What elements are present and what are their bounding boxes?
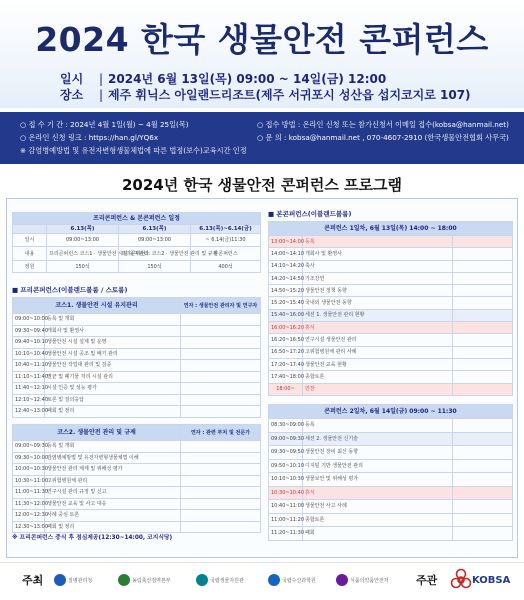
registration-band — [0, 112, 524, 164]
session-cell: 감염병예방법 및 유전자변형생물체법 이해 — [45, 452, 181, 464]
host-logo — [268, 571, 316, 589]
host-label: 주최 — [22, 574, 44, 587]
speaker-cell — [453, 272, 513, 284]
schedule-cell: 내용 — [13, 247, 47, 261]
table-row — [13, 487, 261, 499]
time-cell: 15:40~16:00 — [269, 309, 303, 321]
table-row — [13, 371, 261, 383]
time-cell: 16:50~17:20 — [269, 346, 303, 358]
speaker-cell — [453, 446, 513, 460]
time-cell: 12:00~12:30 — [13, 510, 45, 522]
table-row — [269, 486, 513, 500]
speaker-cell — [181, 348, 261, 360]
table-row — [13, 464, 261, 476]
schedule-head: 6.13(목) — [119, 225, 191, 234]
table-row — [269, 419, 513, 433]
agency-emblem-icon — [118, 574, 130, 586]
speaker-cell — [181, 383, 261, 395]
time-cell: 09:00~10:00 — [13, 314, 45, 326]
session-cell: 세션 1. 생물안전 관리 현황 — [303, 309, 453, 321]
place-value: 제주 휘닉스 아일랜드리조트(제주 서귀포시 성산읍 섭지코지로 107) — [108, 88, 471, 102]
time-cell: 12:40~13:00 — [13, 406, 45, 418]
schedule-cell: 프리콘퍼런스 코스2 · 생물안전 관리 및 규제 — [119, 247, 191, 261]
speaker-cell — [453, 236, 513, 248]
date-label: 일시 — [60, 72, 84, 86]
time-cell: 17:20~17:40 — [269, 358, 303, 370]
schedule-cell: 정원 — [13, 261, 47, 273]
biohazard-icon — [450, 567, 472, 593]
table-row — [269, 473, 513, 487]
schedule-cell: 프리콘퍼런스 코스1 · 생물안전 시설 유지관리 — [47, 247, 119, 261]
time-cell: 11:10~11:40 — [13, 371, 45, 383]
speaker-cell — [453, 297, 513, 309]
place-line: 장소 | 제주 휘닉스 아일랜드리조트(제주 서귀포시 성산읍 섭지코지로 107) — [60, 88, 471, 102]
course1-table — [12, 297, 261, 418]
table-row — [269, 500, 513, 514]
day1-caption: 콘퍼런스 1일차, 6월 13일(목) 14:00 ~ 18:00 — [269, 222, 513, 236]
speaker-cell — [181, 475, 261, 487]
time-cell: 11:20~11:30 — [269, 527, 303, 541]
speaker-cell — [453, 432, 513, 446]
schedule-cell: 본콘퍼런스 — [191, 247, 261, 261]
table-row — [13, 325, 261, 337]
session-cell: 시설 인증 및 성능 평가 — [45, 383, 181, 395]
session-cell: 종합토론 — [303, 371, 453, 383]
table-row — [13, 510, 261, 522]
speaker-cell — [181, 498, 261, 510]
date-value: 2024년 6월 13일(목) 09:00 ~ 14일(금) 12:00 — [108, 72, 387, 86]
table-row — [269, 459, 513, 473]
speaker-cell — [453, 260, 513, 272]
session-cell: 만찬 — [303, 383, 453, 395]
table-row — [269, 309, 513, 321]
session-cell: 생물안전 사고 사례 — [303, 500, 453, 514]
table-row — [13, 475, 261, 487]
schedule-head: 6.13(목) — [47, 225, 119, 234]
speaker-cell — [181, 360, 261, 372]
session-cell: 생물안전 장비 최신 동향 — [303, 446, 453, 460]
day2-caption: 콘퍼런스 2일차, 6월 14일(금) 09:00 ~ 11:30 — [269, 405, 513, 419]
host-name: 식품의약품안전처 — [350, 577, 389, 584]
agency-emblem-icon — [268, 574, 280, 586]
time-cell: 16:00~16:20 — [269, 322, 303, 334]
table-row — [269, 371, 513, 383]
time-cell: 11:40~12:10 — [13, 383, 45, 395]
schedule-cell: 400석 — [191, 261, 261, 273]
table-row — [269, 297, 513, 309]
program-title: 2024년 한국 생물안전 콘퍼런스 프로그램 — [122, 176, 402, 194]
speaker-cell — [453, 486, 513, 500]
session-cell: 등록 및 개회 — [45, 441, 181, 453]
session-cell: 폐회 및 정리 — [45, 521, 181, 533]
table-row — [269, 432, 513, 446]
table-row — [13, 498, 261, 510]
speaker-cell — [453, 334, 513, 346]
registration-method: ○ 접수 방법 : 온라인 신청 또는 참가신청서 이메일 접수(kobsa@hanmail.net) — [257, 120, 509, 129]
speaker-cell — [181, 337, 261, 349]
speaker-cell — [181, 521, 261, 533]
pre-conference-note: ※ 프리콘퍼런스 중식 후 점심제공(12:30~14:00, 코지식당) — [12, 535, 173, 541]
time-cell: 10:40~11:10 — [13, 360, 45, 372]
main-conference-heading: ■ 본콘퍼런스(이블랜드볼룸) — [268, 210, 352, 218]
speaker-cell — [181, 487, 261, 499]
host-name: 농림축산검역본부 — [132, 577, 171, 584]
time-cell: 09:30~09:50 — [269, 446, 303, 460]
session-cell: 폐회 — [303, 527, 453, 541]
session-cell: 세션 2. 생물안전 신기술 — [303, 432, 453, 446]
table-row — [269, 446, 513, 460]
table-row — [13, 394, 261, 406]
date-line: 일시 | 2024년 6월 13일(목) 09:00 ~ 14일(금) 12:00 — [60, 72, 387, 86]
session-cell: 축사 — [303, 260, 453, 272]
speaker-cell — [453, 500, 513, 514]
session-cell: 생물안전 관리 체계 및 위해성 평가 — [45, 464, 181, 476]
time-cell: 10:00~10:30 — [13, 464, 45, 476]
session-cell: 종합토론 — [303, 513, 453, 527]
education-note: ※ 감염병예방법 및 유전자변형생물체법에 따른 법정(보수)교육시간 인정 — [20, 146, 247, 155]
speaker-cell — [453, 513, 513, 527]
table-row — [13, 314, 261, 326]
time-cell: 15:20~15:40 — [269, 297, 303, 309]
time-cell: 09:40~10:10 — [13, 337, 45, 349]
speaker-cell — [181, 510, 261, 522]
session-cell: 디지털 기반 생물안전 관리 — [303, 459, 453, 473]
time-cell: 10:10~10:40 — [13, 348, 45, 360]
session-cell: 생물안전 교육 현황 — [303, 358, 453, 370]
session-cell: 등록 — [303, 419, 453, 433]
time-cell: 09:30~10:00 — [13, 452, 45, 464]
online-link[interactable]: ○ 온라인 신청 링크 : https://han.gl/YQ6x — [20, 133, 159, 142]
speaker-cell — [453, 527, 513, 541]
table-row — [269, 248, 513, 260]
time-cell: 18:00~ — [269, 383, 303, 395]
host-logo — [196, 571, 244, 589]
agency-emblem-icon — [196, 574, 208, 586]
session-cell: 연구시설 생물안전 관리 — [303, 334, 453, 346]
table-row — [269, 346, 513, 358]
speaker-cell — [181, 314, 261, 326]
course2-speaker-note: 연자 : 관련 부처 및 전문가 — [181, 425, 261, 441]
schedule-cell: 일시 — [13, 234, 47, 247]
session-cell: 생물안전 정책 동향 — [303, 285, 453, 297]
poster-header — [0, 0, 524, 108]
table-row — [13, 441, 261, 453]
time-cell: 10:40~11:00 — [269, 500, 303, 514]
time-cell: 12:30~13:00 — [13, 521, 45, 533]
time-cell: 09:30~09:40 — [13, 325, 45, 337]
time-cell: 09:00~09:30 — [13, 441, 45, 453]
session-cell: 기조강연 — [303, 272, 453, 284]
table-row — [269, 285, 513, 297]
time-cell: 11:00~11:20 — [269, 513, 303, 527]
table-row — [13, 337, 261, 349]
speaker-cell — [181, 371, 261, 383]
time-cell: 10:30~10:40 — [269, 486, 303, 500]
speaker-cell — [453, 473, 513, 487]
session-cell: 고위험병원체 관리 사례 — [303, 346, 453, 358]
table-row — [13, 383, 261, 395]
table-row — [269, 322, 513, 334]
session-cell: 개회사 및 환영사 — [303, 248, 453, 260]
registration-period: ○ 접 수 기 간 : 2024년 4월 1일(월) ~ 4월 25일(목) — [20, 120, 189, 129]
schedule-cell: 09:00~13:00 — [119, 234, 191, 247]
time-cell: 10:30~11:00 — [13, 475, 45, 487]
session-cell: 휴식 — [303, 322, 453, 334]
day2-table — [268, 404, 513, 541]
session-cell: 휴식 — [303, 486, 453, 500]
table-row — [13, 348, 261, 360]
table-row — [13, 521, 261, 533]
conference-title: 2024 한국 생물안전 콘퍼런스 — [35, 20, 489, 59]
time-cell: 08:30~09:00 — [269, 419, 303, 433]
session-cell: 개회사 및 환영사 — [45, 325, 181, 337]
speaker-cell — [453, 285, 513, 297]
speaker-cell — [453, 322, 513, 334]
speaker-cell — [453, 346, 513, 358]
course1-caption: 코스1. 생물안전 시설 유지관리 — [13, 298, 181, 314]
session-cell: 국내외 생물안전 동향 — [303, 297, 453, 309]
table-row — [269, 272, 513, 284]
session-cell: 등록 및 개회 — [45, 314, 181, 326]
speaker-cell — [453, 371, 513, 383]
schedule-table — [12, 212, 261, 273]
table-row — [269, 358, 513, 370]
session-cell: 사례 중심 토론 — [45, 510, 181, 522]
schedule-head — [13, 225, 47, 234]
speaker-cell — [181, 441, 261, 453]
kdca-emblem-icon — [54, 574, 66, 586]
table-row — [269, 383, 513, 395]
time-cell: 13:00~14:00 — [269, 236, 303, 248]
session-cell: 생물보안 및 위해성 평가 — [303, 473, 453, 487]
course2-table — [12, 424, 261, 533]
time-cell: 10:10~10:30 — [269, 473, 303, 487]
speaker-cell — [453, 419, 513, 433]
session-cell: 생물안전 시설 설계 및 운영 — [45, 337, 181, 349]
schedule-cell: 09:00~13:00 — [47, 234, 119, 247]
speaker-cell — [453, 248, 513, 260]
host-name: 국립생물자원관 — [210, 577, 244, 584]
table-row — [269, 236, 513, 248]
schedule-cell: 150석 — [119, 261, 191, 273]
speaker-cell — [453, 383, 513, 395]
speaker-cell — [181, 464, 261, 476]
session-cell: 생물안전 작업대 관리 및 검증 — [45, 360, 181, 372]
table-row — [13, 360, 261, 372]
session-cell: 폐회 및 정리 — [45, 406, 181, 418]
session-cell: 등록 — [303, 236, 453, 248]
time-cell: 11:00~11:30 — [13, 487, 45, 499]
organizer-label: 주관 — [416, 574, 438, 587]
agency-emblem-icon — [336, 574, 348, 586]
session-cell: 생물안전 교육 및 사고 대응 — [45, 498, 181, 510]
day1-table — [268, 221, 513, 396]
kobsa-logo — [450, 567, 516, 595]
host-logo — [118, 571, 171, 589]
speaker-cell — [181, 394, 261, 406]
time-cell: 09:00~09:30 — [269, 432, 303, 446]
organizer-name: KOBSA — [472, 575, 511, 586]
speaker-cell — [181, 325, 261, 337]
speaker-cell — [181, 452, 261, 464]
contact-info: ○ 문 의 : kobsa@hanmail.net , 070-4607-2910 (한국생물안전협회 사무국) — [257, 133, 509, 142]
schedule-caption: 프리콘퍼런스 & 본콘퍼런스 일정 — [13, 213, 261, 225]
table-row — [13, 452, 261, 464]
table-row — [269, 513, 513, 527]
schedule-head: 6.13(목)~6.14(금) — [191, 225, 261, 234]
session-cell: 생물안전 시설 공조 및 배기 관리 — [45, 348, 181, 360]
host-name: 국립수산과학원 — [282, 577, 316, 584]
time-cell: 17:40~18:00 — [269, 371, 303, 383]
place-label: 장소 — [60, 88, 84, 102]
time-cell: 14:10~14:20 — [269, 260, 303, 272]
time-cell: 14:20~14:50 — [269, 272, 303, 284]
footer — [0, 562, 524, 600]
table-row — [269, 260, 513, 272]
host-logo — [54, 571, 92, 589]
host-logo — [336, 571, 389, 589]
speaker-cell — [453, 459, 513, 473]
table-row — [269, 527, 513, 541]
speaker-cell — [181, 406, 261, 418]
time-cell: 14:50~15:20 — [269, 285, 303, 297]
time-cell: 12:10~12:40 — [13, 394, 45, 406]
speaker-cell — [453, 309, 513, 321]
session-cell: 연구시설 관리 규정 및 신고 — [45, 487, 181, 499]
session-cell: 고위험병원체 관리 — [45, 475, 181, 487]
time-cell: 14:00~14:10 — [269, 248, 303, 260]
table-row — [13, 406, 261, 418]
pre-conference-heading: ■ 프리콘퍼런스(이블랜드볼룸 / 스토룸) — [12, 286, 128, 294]
speaker-cell — [453, 358, 513, 370]
course2-caption: 코스2. 생물안전 관리 및 규제 — [13, 425, 181, 441]
session-cell: 멸균 및 폐기물 처리 시설 관리 — [45, 371, 181, 383]
time-cell: 09:50~10:10 — [269, 459, 303, 473]
course1-speaker-note: 연자 : 생물안전 관리자 및 연구자 — [181, 298, 261, 314]
time-cell: 16:20~16:50 — [269, 334, 303, 346]
time-cell: 11:30~12:00 — [13, 498, 45, 510]
schedule-cell: 150석 — [47, 261, 119, 273]
table-row — [269, 334, 513, 346]
host-name: 질병관리청 — [68, 577, 93, 584]
session-cell: 토론 및 질의응답 — [45, 394, 181, 406]
schedule-cell: ~ 6.14(금)11:30 — [191, 234, 261, 247]
